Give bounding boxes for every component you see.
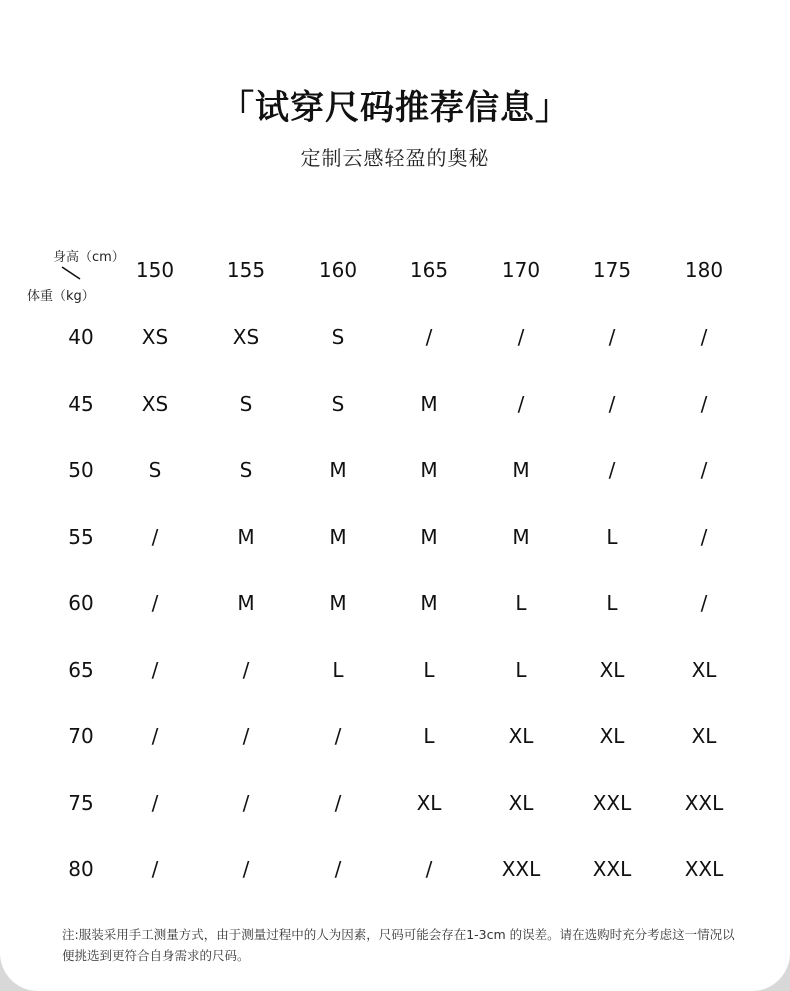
size-cell: / bbox=[700, 591, 708, 615]
size-cell: L bbox=[606, 524, 618, 549]
size-cell: / bbox=[151, 857, 159, 881]
size-cell: XXL bbox=[684, 857, 724, 881]
size-cell: XS bbox=[141, 391, 169, 416]
weight-header-cell: 65 bbox=[68, 657, 94, 682]
size-cell: XS bbox=[141, 325, 169, 349]
size-cell: S bbox=[239, 391, 253, 416]
size-cell: XXL bbox=[684, 790, 724, 815]
size-cell: M bbox=[512, 458, 530, 482]
size-cell: M bbox=[512, 524, 530, 549]
size-cell: / bbox=[425, 325, 433, 349]
size-cell: / bbox=[425, 857, 433, 881]
size-cell: M bbox=[420, 458, 438, 482]
size-cell: M bbox=[237, 591, 255, 615]
size-cell: L bbox=[515, 657, 527, 682]
size-cell: L bbox=[606, 591, 618, 615]
size-cell: XXL bbox=[592, 790, 632, 815]
size-cell: / bbox=[334, 790, 342, 815]
height-header-cell: 165 bbox=[409, 258, 449, 282]
size-cell: / bbox=[242, 657, 250, 682]
size-cell: / bbox=[151, 657, 159, 682]
size-cell: / bbox=[151, 790, 159, 815]
size-cell: / bbox=[700, 524, 708, 549]
weight-header-cell: 60 bbox=[68, 591, 94, 615]
size-cell: / bbox=[151, 724, 159, 748]
size-cell: S bbox=[148, 458, 162, 482]
size-cell: L bbox=[515, 591, 527, 615]
weight-header-cell: 70 bbox=[68, 724, 94, 748]
size-cell: M bbox=[420, 391, 438, 416]
size-cell: / bbox=[700, 458, 708, 482]
size-cell: / bbox=[334, 724, 342, 748]
weight-header-cell: 80 bbox=[68, 857, 94, 881]
size-cell: XL bbox=[691, 724, 717, 748]
size-cell: / bbox=[517, 391, 525, 416]
height-axis-label: 身高（cm） bbox=[53, 250, 125, 265]
weight-header-cell: 45 bbox=[68, 391, 94, 416]
size-cell: M bbox=[237, 524, 255, 549]
height-header-cell: 160 bbox=[318, 258, 358, 282]
size-cell: / bbox=[334, 857, 342, 881]
size-cell: XL bbox=[416, 790, 442, 815]
weight-axis-label: 体重（kg） bbox=[27, 289, 95, 304]
size-cell: / bbox=[517, 325, 525, 349]
page-subtitle: 定制云感轻盈的奥秘 bbox=[300, 146, 490, 170]
size-cell: L bbox=[423, 657, 435, 682]
diagonal-divider bbox=[60, 266, 82, 280]
size-cell: / bbox=[151, 524, 159, 549]
page-title: 「试穿尺码推荐信息」 bbox=[220, 88, 570, 128]
size-cell: / bbox=[242, 724, 250, 748]
height-header-cell: 175 bbox=[592, 258, 632, 282]
size-cell: / bbox=[242, 857, 250, 881]
weight-header-cell: 50 bbox=[68, 458, 94, 482]
height-header-cell: 170 bbox=[501, 258, 541, 282]
height-header-cell: 180 bbox=[684, 258, 724, 282]
weight-header-cell: 40 bbox=[68, 325, 94, 349]
size-cell: XS bbox=[232, 325, 260, 349]
size-cell: / bbox=[151, 591, 159, 615]
size-cell: / bbox=[242, 790, 250, 815]
size-cell: / bbox=[700, 391, 708, 416]
size-cell: L bbox=[332, 657, 344, 682]
size-cell: M bbox=[420, 524, 438, 549]
size-cell: S bbox=[331, 391, 345, 416]
size-cell: / bbox=[700, 325, 708, 349]
size-cell: S bbox=[239, 458, 253, 482]
size-cell: XXL bbox=[501, 857, 541, 881]
size-cell: M bbox=[329, 524, 347, 549]
size-cell: XL bbox=[599, 724, 625, 748]
size-cell: XL bbox=[599, 657, 625, 682]
size-cell: L bbox=[423, 724, 435, 748]
size-cell: / bbox=[608, 391, 616, 416]
size-cell: M bbox=[329, 458, 347, 482]
height-header-cell: 150 bbox=[135, 258, 175, 282]
size-cell: XL bbox=[691, 657, 717, 682]
size-cell: M bbox=[420, 591, 438, 615]
size-cell: S bbox=[331, 325, 345, 349]
size-cell: XL bbox=[508, 724, 534, 748]
size-cell: M bbox=[329, 591, 347, 615]
height-header-cell: 155 bbox=[226, 258, 266, 282]
weight-header-cell: 75 bbox=[68, 790, 94, 815]
size-cell: / bbox=[608, 458, 616, 482]
size-cell: XXL bbox=[592, 857, 632, 881]
size-cell: XL bbox=[508, 790, 534, 815]
footnote: 注:服装采用手工测量方式，由于测量过程中的人为因素，尺码可能会存在1-3cm 的误差。请在选购时充分考虑这一情况以便挑选到更符合自身需求的尺码。 bbox=[62, 927, 735, 963]
weight-header-cell: 55 bbox=[68, 524, 94, 549]
size-cell: / bbox=[608, 325, 616, 349]
